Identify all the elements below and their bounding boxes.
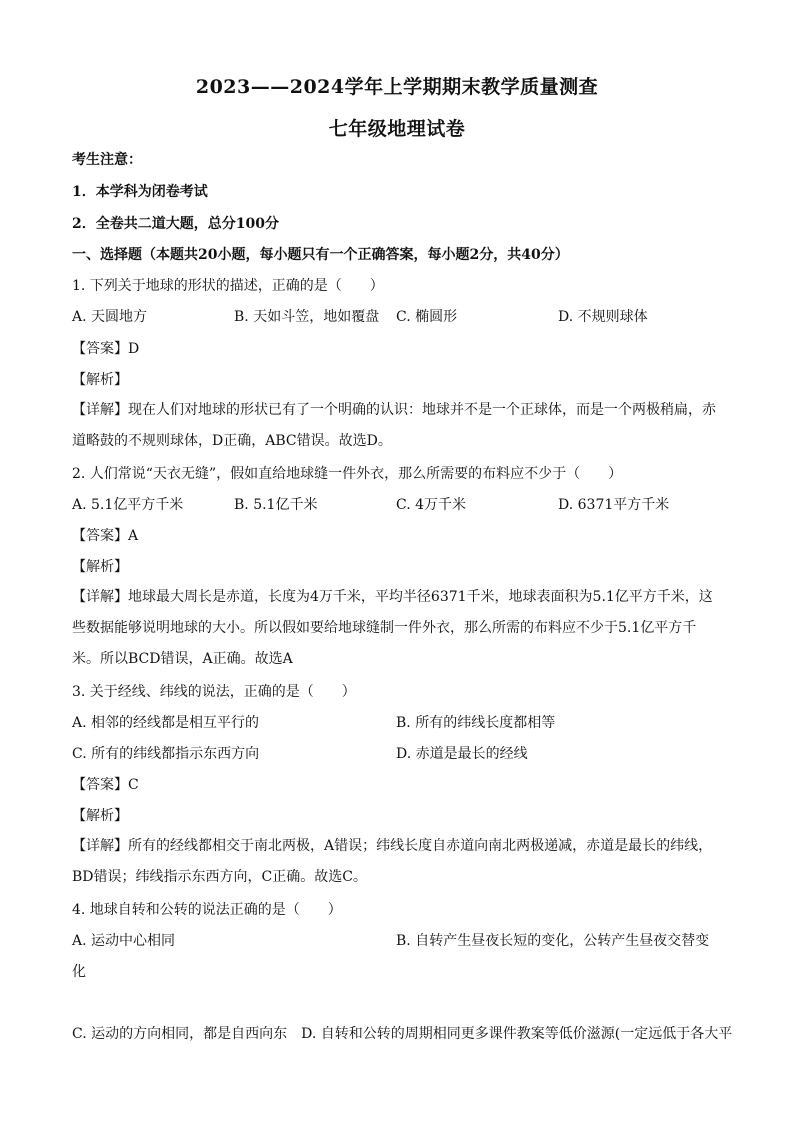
option-c: C. 所有的纬线都指示东西方向 (72, 746, 260, 762)
answer-line (72, 526, 138, 546)
analysis-label: 【解析】 (72, 559, 128, 575)
option-b: B. 所有的纬线长度都相等 (396, 715, 556, 731)
option-cd: C. 运动的方向相同，都是自西向东 D. 自转和公转的周期相同更多课件教案等低价滋源(一定远低于各大平 (72, 1026, 733, 1042)
analysis-label: 【解析】 (72, 808, 128, 824)
notice-item: 2．全卷共二道大题，总分100分 (72, 216, 279, 232)
option-d: D. 不规则球体 (558, 309, 648, 325)
option-a: A. 运动中心相同 (72, 933, 176, 949)
question-stem: 2. 人们常说“天衣无缝”，假如直给地球缝一件外衣，那么所需要的布料应不少于（ ） (72, 466, 623, 482)
detail-label: 【详解】 (72, 589, 128, 605)
analysis-label: 【解析】 (72, 372, 128, 388)
answer-label: 【答案】 (72, 777, 128, 793)
question-stem: 4. 地球自转和公转的说法正确的是（ ） (72, 902, 342, 918)
detail-paragraph (72, 582, 722, 675)
section-heading: 一、选择题（本题共20小题，每小题只有一个正确答案，每小题2分，共40分） (72, 247, 569, 263)
option-a: A. 相邻的经线都是相互平行的 (72, 715, 260, 731)
answer-value: D (128, 341, 140, 357)
notice-item: 1．本学科为闭卷考试 (72, 184, 208, 200)
answer-line (72, 775, 139, 795)
option-b-block (72, 926, 722, 988)
answer-label: 【答案】 (72, 341, 128, 357)
answer-line (72, 339, 139, 359)
answer-value: A (128, 528, 139, 544)
option-b: B. 天如斗笠，地如覆盘 (234, 309, 380, 325)
detail-text: 地球最大周长是赤道，长度为4万千米，平均半径6371千米，地球表面积为5.1亿平方千米，这些数据能够说明地球的大小。所以假如要给地球缝制一件外衣，那么所需的布料应不少于5.1亿平方千米。所以BCD错误，A正确。故选A (72, 589, 713, 667)
option-d: D. 6371平方千米 (558, 497, 670, 513)
detail-label: 【详解】 (72, 838, 128, 854)
detail-paragraph (72, 395, 722, 457)
option-b: B. 5.1亿千米 (234, 497, 318, 513)
detail-text: 所有的经线都相交于南北两极，A错误；纬线长度自赤道向南北两极递减，赤道是最长的纬线，BD错误；纬线指示东西方向，C正确。故选C。 (72, 838, 713, 885)
exam-title: 2023——2024学年上学期期末教学质量测查 (195, 76, 599, 98)
detail-label: 【详解】 (72, 402, 128, 418)
detail-text: 现在人们对地球的形状已有了一个明确的认识：地球并不是一个正球体，而是一个两极稍扁，赤道略鼓的不规则球体，D正确，ABC错误。故选D。 (72, 402, 716, 449)
question-stem: 1. 下列关于地球的形状的描述，正确的是（ ） (72, 278, 384, 294)
option-a: A. 天圆地方 (72, 309, 148, 325)
exam-subtitle: 七年级地理试卷 (328, 118, 466, 140)
option-c: C. 4万千米 (396, 497, 467, 513)
option-c: C. 椭圆形 (396, 309, 458, 325)
option-d: D. 赤道是最长的经线 (396, 746, 528, 762)
answer-value: C (128, 777, 139, 793)
notice-heading: 考生注意： (72, 152, 142, 168)
answer-label: 【答案】 (72, 528, 128, 544)
detail-paragraph (72, 831, 722, 893)
question-stem: 3. 关于经线、纬线的说法，正确的是（ ） (72, 684, 356, 700)
option-b: B. 自转产生昼夜长短的变化，公转产生昼夜交替变化 (72, 933, 710, 980)
option-a: A. 5.1亿平方千米 (72, 497, 184, 513)
